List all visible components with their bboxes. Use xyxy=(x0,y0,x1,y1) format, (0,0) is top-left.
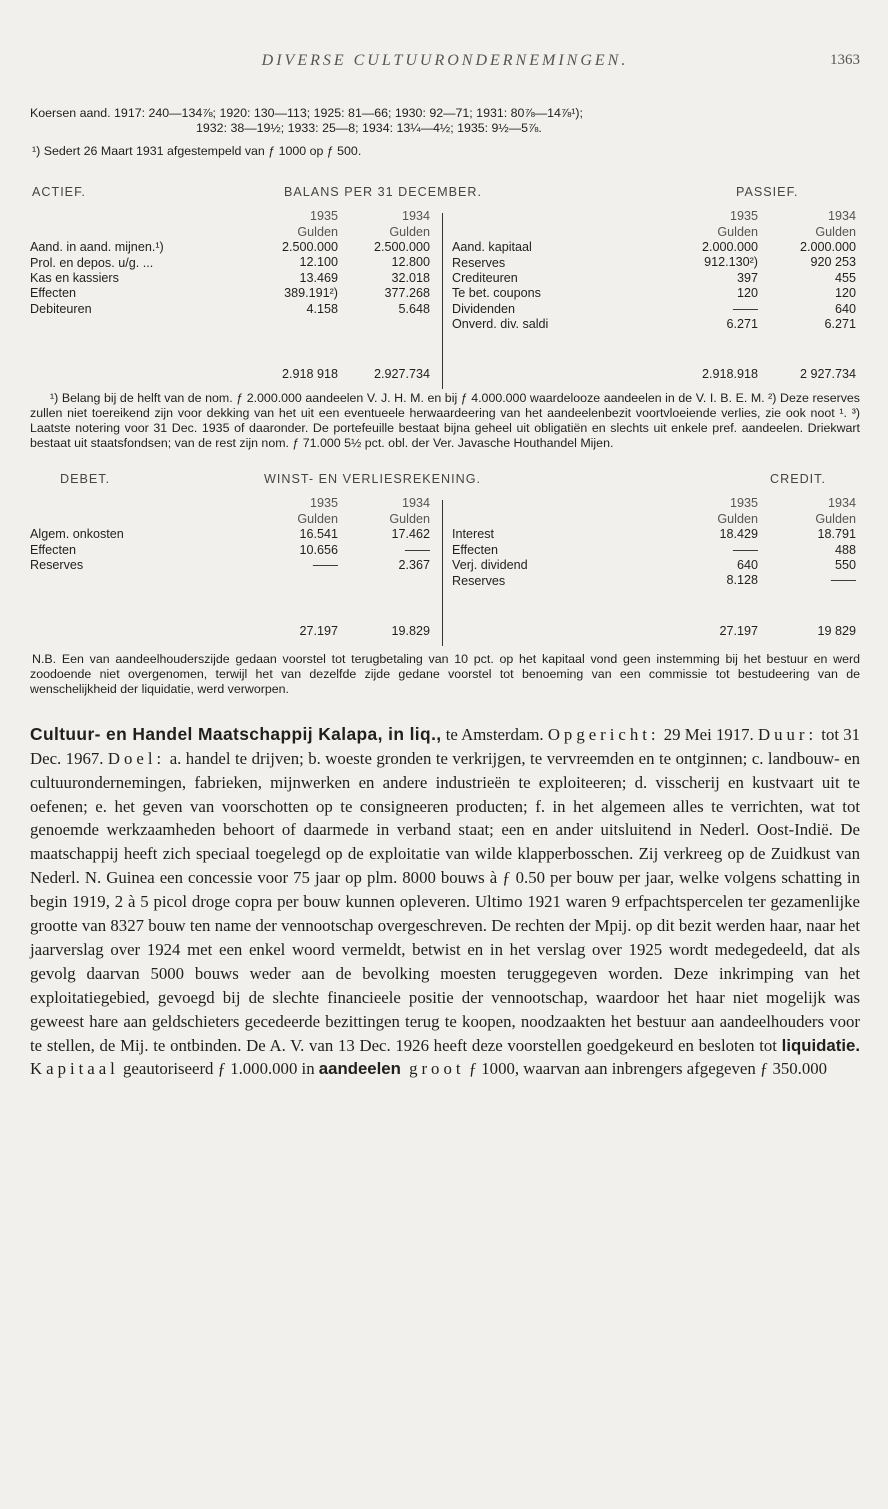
asset-value: 32.018 xyxy=(391,270,430,285)
founding-date: 29 Mei 1917. xyxy=(659,724,758,744)
balance-center-heading: BALANS PER 31 DECEMBER. xyxy=(284,185,482,200)
liability-value: 920 253 xyxy=(810,255,856,270)
liability-value: 120 xyxy=(834,286,856,301)
debit-value: —— xyxy=(312,557,338,572)
year-header: 1934 xyxy=(401,209,430,224)
assets-labels xyxy=(30,240,260,317)
quotes-footnote: ¹) Sedert 26 Maart 1931 afgestempeld van ƒ 1000 op ƒ 500. xyxy=(32,143,362,158)
credit-value: 550 xyxy=(834,557,856,572)
asset-label: Kas en kassiers xyxy=(30,271,119,285)
balance-notes: ¹) Belang bij de helft van de nom. ƒ 2.000.000 aandeelen V. J. H. M. en bij ƒ 4.000.000 waardelooze aandeelen in de V. I. B. E. M. ²) Deze reserves zullen niet toereikend zijn voor dekking van het uit een eventueele herwaardeering van het aandeelenbezit voortvloeiende verlies, zie ook noot ¹. ³) Laatste notering voor 31 Dec. 1935 of daaronder. De portefeuille bestaat bijna geheel uit obligatiën en slechts uit enkele pref. aandeelen. Driekwart bestaat uit staatsfondsen; van de rest zijn nom. ƒ 71.000 5½ pct. obl. der Ver. Javasche Houthandel Mijen. xyxy=(30,391,860,450)
pl-left-heading: DEBET. xyxy=(60,472,111,487)
credit-value: 8.128 xyxy=(726,573,758,588)
credit-label: Effecten xyxy=(452,542,498,557)
page-number: 1363 xyxy=(830,52,860,68)
shares-keyword: aandeelen xyxy=(318,1059,401,1079)
liability-value: 2.000.000 xyxy=(701,240,758,254)
asset-value: 12.800 xyxy=(391,255,430,270)
year-header: 1934 xyxy=(827,496,856,511)
keyword-doel: Doel: xyxy=(107,748,166,768)
running-title: DIVERSE CULTUURONDERNEMINGEN. xyxy=(261,52,629,69)
company-entry xyxy=(30,723,860,1082)
asset-value: 377.268 xyxy=(384,286,430,301)
year-header: 1935 xyxy=(729,496,758,511)
unit-header: Gulden xyxy=(717,511,758,526)
credit-labels xyxy=(452,527,672,589)
duration: tot 31 Dec. 1967. xyxy=(30,724,861,768)
quotes-line-1: Koersen aand. 1917: 240—134⅞; 1920: 130—113; 1925: 81—66; 1930: 92—71; 1931: 80⅞—14⅞¹); xyxy=(30,106,583,120)
year-header: 1935 xyxy=(309,496,338,511)
liability-value: 397 xyxy=(736,270,758,285)
balance-left-heading: ACTIEF. xyxy=(32,185,86,200)
credit-label: Verj. dividend xyxy=(452,558,528,573)
credit-label: Interest xyxy=(452,527,494,542)
debit-1935 xyxy=(258,496,338,573)
balance-sheet xyxy=(30,209,860,389)
page xyxy=(30,0,860,1509)
profit-and-loss xyxy=(30,496,860,646)
keyword-kapitaal: Kapitaal xyxy=(30,1059,119,1079)
debit-label: Reserves xyxy=(30,558,84,573)
unit-header: Gulden xyxy=(389,511,430,526)
liability-value: 2.000.000 xyxy=(799,240,856,254)
year-header: 1935 xyxy=(309,209,338,224)
liability-label: Crediteuren xyxy=(452,271,518,285)
asset-value: 389.191²) xyxy=(284,286,338,301)
asset-value: 5.648 xyxy=(398,301,430,316)
asset-value: 2.500.000 xyxy=(281,240,338,254)
quotes-line-2: 1932: 38—19½; 1933: 25—8; 1934: 13¼—4½; 1935: 9½—5⅞. xyxy=(196,121,542,136)
asset-label: Effecten xyxy=(30,286,76,301)
liabilities-1934 xyxy=(770,209,856,332)
debit-label: Effecten xyxy=(30,542,76,557)
unit-header: Gulden xyxy=(815,511,856,526)
debit-value: 10.656 xyxy=(299,542,338,557)
unit-header: Gulden xyxy=(815,224,856,239)
credit-total-1934: 19 829 xyxy=(817,624,856,639)
asset-value: 12.100 xyxy=(299,255,338,270)
liability-label: Te bet. coupons xyxy=(452,286,541,301)
unit-header: Gulden xyxy=(717,224,758,239)
debit-value: 17.462 xyxy=(391,527,430,542)
company-name: Cultuur- en Handel Maatschappij Kalapa, in liq., xyxy=(30,723,442,744)
asset-label: Debiteuren xyxy=(30,301,92,316)
liability-value: 6.271 xyxy=(824,316,856,331)
assets-1934 xyxy=(346,209,430,317)
balance-headings xyxy=(30,185,860,203)
credit-value: 18.791 xyxy=(817,527,856,542)
credit-1935 xyxy=(678,496,758,588)
asset-value: 4.158 xyxy=(306,301,338,316)
credit-value: —— xyxy=(732,542,758,557)
liability-label: Onverd. div. saldi xyxy=(452,317,549,332)
credit-1934 xyxy=(770,496,856,588)
pl-headings xyxy=(30,472,860,490)
asset-value: 13.469 xyxy=(299,270,338,285)
debit-value: 2.367 xyxy=(398,557,430,572)
liability-label: Reserves xyxy=(452,255,506,270)
liability-label: Aand. kapitaal xyxy=(452,240,532,255)
debit-value: —— xyxy=(404,542,430,557)
liabilities-total-1934: 2 927.734 xyxy=(799,367,856,382)
balance-divider xyxy=(442,213,443,389)
liquidation-keyword: liquidatie. xyxy=(781,1035,860,1055)
balance-right-heading: PASSIEF. xyxy=(736,185,799,200)
nb-note: N.B. Een van aandeelhouderszijde gedaan voorstel tot terugbetaling van 10 pct. op het kapitaal vond geen instemming bij het bestuur en werd zoodoende niet overgenomen, terwijl het van dezelfde zijde gedane voorstel tot benoeming van een commissie tot bestudeering van de wenschelijkheid der liquidatie, werd verworpen. xyxy=(30,652,860,696)
page-header xyxy=(30,0,860,88)
credit-value: 640 xyxy=(736,557,758,572)
debit-label: Algem. onkosten xyxy=(30,527,124,542)
asset-value: 2.500.000 xyxy=(373,240,430,254)
assets-1935 xyxy=(258,209,338,317)
purpose-text: a. handel te drijven; b. woeste gronden te verkrijgen, te vervreemden en te ontginnen; c. landbouw- en cultuurondernemingen, fabrieken, mijnwerken en andere industrieën te exploiteeren; d. visscherij en kustvaart uit te oefenen; e. het geven van voorschotten op te consigneeren producten; f. in het algemeen alles te verrichten, wat tot genoemde werkzaamheden behoort of daarmede in verband staat; een en ander uitsluitend in Nederl. Oost-Indië. De maatschappij heeft zich speciaal toegelegd op de exploitatie van wilde klapperbosschen. Zij verkreeg op de Zuidkust van Nederl. N. Guinea een concessie voor 75 jaar op plm. 8000 bouws à ƒ 0.50 per bouw per jaar, welke volgens schatting in begin 1919, 2 à 5 picol droge copra per bouw kunnen opleveren. Ultimo 1921 waren 9 erfpachtspercelen ter gezamenlijke grootte van 8327 bouw ten name der vennootschap overgeschreven. De rechten der Mpij. op dit bezit werden haar, naar het jaarverslag over 1924 met een enkel woord vermeldt, betwist en in het verslag over 1925 wordt medegedeeld, dat als gevolg daarvan 5000 bouws weder aan de bevolking moesten teruggegeven worden. Deze inkrimping van het exploitatiegebied, gevoegd bij de slechte financieele positie der vennootschap, waardoor het haar niet mogelijk was geweest hare aan geldschieters gecedeerde bezittingen terug te koopen, noodzaakten het bestuur aan aandeelhouders voor te stellen, de Mij. te ontbinden. De A. V. van 13 Dec. 1926 heeft deze voorstellen goedgekeurd en besloten tot xyxy=(30,748,861,1055)
unit-header: Gulden xyxy=(389,224,430,239)
share-quotes xyxy=(30,106,860,159)
debit-total-1935: 27.197 xyxy=(299,624,338,639)
debit-labels xyxy=(30,527,260,573)
share-size-text: ƒ 1000, waarvan aan inbrengers afgegeven ƒ 350.000 xyxy=(464,1059,828,1079)
liability-label: Dividenden xyxy=(452,301,516,316)
liabilities-total-1935: 2.918.918 xyxy=(701,367,758,382)
company-location: te Amsterdam. xyxy=(441,724,548,744)
debit-total-1934: 19.829 xyxy=(391,624,430,639)
liability-value: 120 xyxy=(736,286,758,301)
asset-label: Aand. in aand. mijnen.¹) xyxy=(30,240,164,255)
keyword-duur: Duur: xyxy=(757,724,818,744)
pl-center-heading: WINST- EN VERLIESREKENING. xyxy=(264,472,482,487)
liabilities-labels xyxy=(452,240,672,332)
assets-total-1935: 2.918 918 xyxy=(281,367,338,382)
year-header: 1934 xyxy=(827,209,856,224)
credit-value: 18.429 xyxy=(719,527,758,542)
credit-label: Reserves xyxy=(452,573,506,588)
asset-label: Prol. en depos. u/g. ... xyxy=(30,255,154,270)
unit-header: Gulden xyxy=(297,511,338,526)
assets-total-1934: 2.927.734 xyxy=(373,367,430,382)
pl-right-heading: CREDIT. xyxy=(770,472,826,487)
liability-value: 640 xyxy=(834,301,856,316)
credit-value: 488 xyxy=(834,542,856,557)
keyword-opgericht: Opgericht: xyxy=(547,724,660,744)
year-header: 1935 xyxy=(729,209,758,224)
credit-total-1935: 27.197 xyxy=(719,624,758,639)
debit-1934 xyxy=(346,496,430,573)
liability-value: 455 xyxy=(834,270,856,285)
liability-value: 6.271 xyxy=(726,316,758,331)
year-header: 1934 xyxy=(401,496,430,511)
liability-value: 912.130²) xyxy=(704,255,758,270)
capital-text: geautoriseerd ƒ 1.000.000 in xyxy=(118,1059,319,1079)
debit-value: 16.541 xyxy=(299,527,338,542)
keyword-groot: groot xyxy=(400,1059,465,1079)
liability-value: —— xyxy=(732,301,758,316)
liabilities-1935 xyxy=(678,209,758,332)
unit-header: Gulden xyxy=(297,224,338,239)
credit-value: —— xyxy=(830,573,856,588)
pl-divider xyxy=(442,500,443,646)
